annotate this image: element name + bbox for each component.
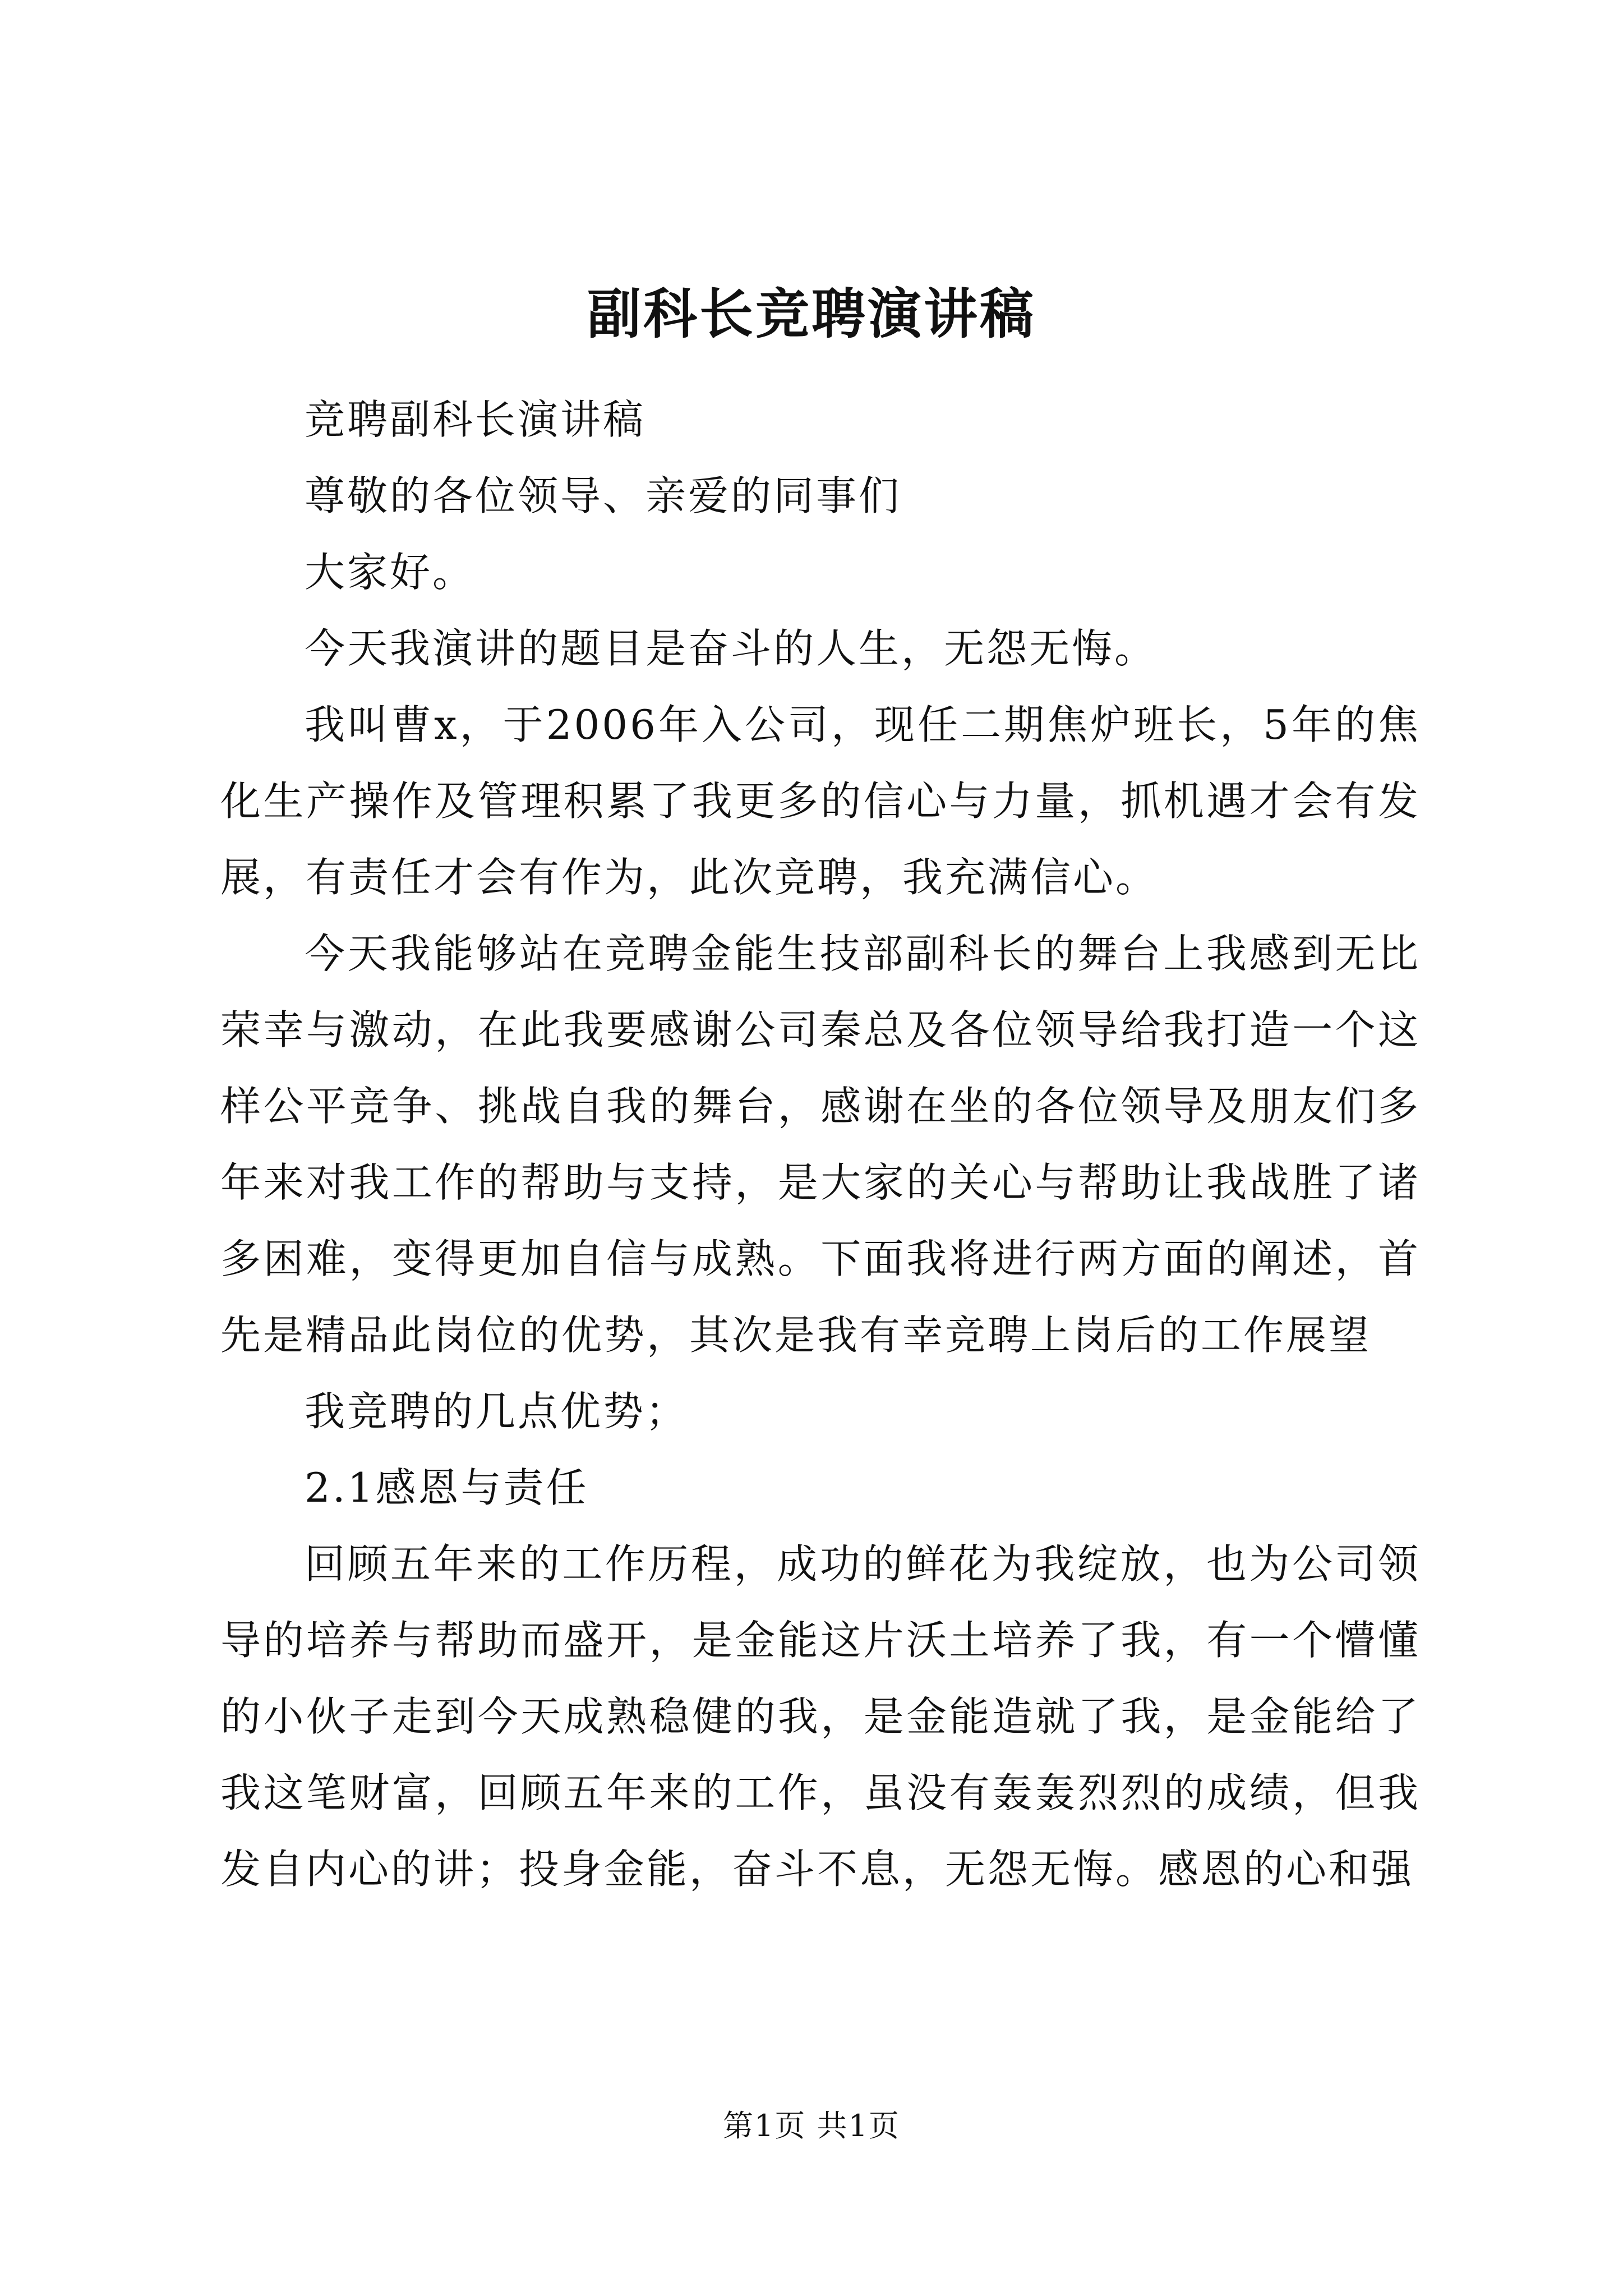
document-body	[220, 381, 1421, 1907]
document-title: 副科长竞聘演讲稿	[587, 282, 1036, 346]
paragraph-section-heading: 2.1感恩与责任	[305, 1464, 589, 1511]
paragraph-topic: 今天我演讲的题目是奋斗的人生，无怨无悔。	[305, 625, 1158, 672]
paragraph-gratitude: 今天我能够站在竞聘金能生技部副科长的舞台上我感到无比荣幸与激动，在此我要感谢公司秦总及各位领导给我打造一个这样公平竞争、挑战自我的舞台，感谢在坐的各位领导及朋友们多年来对我工作的帮助与支持，是大家的关心与帮助让我战胜了诸多困难，变得更加自信与成熟。下面我将进行两方面的阐述，首先是精品此岗位的优势，其次是我有幸竞聘上岗后的工作展望	[220, 930, 1421, 1359]
paragraph-subtitle: 竞聘副科长演讲稿	[305, 396, 646, 443]
paragraph-introduction: 我叫曹x，于2006年入公司，现任二期焦炉班长，5年的焦化生产操作及管理积累了我更多的信心与力量，抓机遇才会有发展，有责任才会有作为，此次竞聘，我充满信心。	[220, 701, 1421, 901]
paragraph-review: 回顾五年来的工作历程，成功的鲜花为我绽放，也为公司领导的培养与帮助而盛开，是金能这片沃土培养了我，有一个懵懂的小伙子走到今天成熟稳健的我，是金能造就了我，是金能给了我这笔财富，回顾五年来的工作，虽没有轰轰烈烈的成绩，但我发自内心的讲；投身金能，奋斗不息，无怨无悔。感恩的心和强	[220, 1540, 1421, 1893]
paragraph-greeting: 大家好。	[305, 549, 476, 596]
paragraph-salutation: 尊敬的各位领导、亲爱的同事们	[305, 472, 902, 519]
paragraph-advantages-heading: 我竞聘的几点优势；	[305, 1388, 689, 1435]
page-footer: 第1页 共1页	[723, 2108, 900, 2143]
